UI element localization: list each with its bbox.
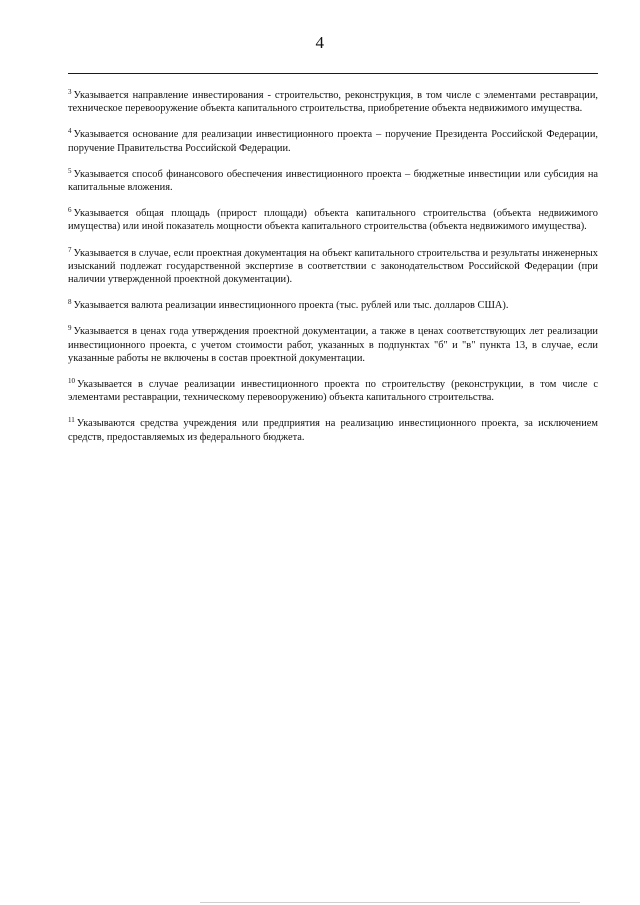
footnote-text: Указывается валюта реализации инвестиционного проекта (тыс. рублей или тыс. долларов США). [73, 300, 509, 312]
footnote-10 [68, 378, 598, 404]
footnote-marker: 3 [68, 88, 72, 96]
footnotes-list [68, 89, 598, 457]
footnote-11 [68, 417, 598, 443]
footnote-marker: 10 [68, 377, 75, 386]
footnote-marker: 7 [68, 245, 72, 254]
footnote-marker: 5 [68, 166, 72, 175]
footnote-marker: 4 [68, 127, 72, 136]
footnote-marker: 9 [68, 324, 72, 333]
scan-bottom-edge [200, 902, 580, 903]
footnote-text: Указывается направление инвестирования - строительство, реконструкция, в том числе с элементами реставрации, техническое перевооружение объекта капитального строительства, приобретение объекта недвижимого имущества. [68, 90, 598, 115]
footnote-5 [68, 168, 598, 194]
footnote-9 [68, 325, 598, 365]
footnote-text: Указывается основание для реализации инвестиционного проекта – поручение Президента Российской Федерации, поручение Правительства Российской Федерации. [68, 129, 598, 154]
footnote-6 [68, 207, 598, 233]
footnote-separator-line [68, 73, 598, 74]
footnote-3 [68, 89, 598, 115]
footnote-text: Указываются средства учреждения или предприятия на реализацию инвестиционного проекта, за исключением средств, предоставляемых из федерального бюджета. [68, 418, 598, 443]
footnote-text: Указывается общая площадь (прирост площади) объекта капитального строительства (объекта недвижимого имущества) или иной показатель мощности объекта капитального строительства (объекта недвижимого имущества). [68, 208, 598, 233]
footnote-7 [68, 247, 598, 287]
page-number: 4 [315, 33, 325, 52]
footnote-4 [68, 128, 598, 154]
footnote-marker: 11 [68, 416, 75, 425]
footnote-text: Указывается в случае, если проектная документация на объект капитального строительства и результаты инженерных изысканий подлежат государственной экспертизе в соответствии с законодательством Российской Федерации (при наличии утвержденной проектной документации). [68, 247, 598, 286]
footnote-text: Указывается в случае реализации инвестиционного проекта по строительству (реконструкции, в том числе с элементами реставрации, техническому перевооружению) объекта капитального строительства. [68, 379, 598, 404]
footnote-8 [68, 299, 598, 312]
footnote-marker: 6 [68, 206, 72, 215]
footnote-text: Указывается в ценах года утверждения проектной документации, а также в ценах соответствующих лет реализации инвестиционного проекта, с учетом стоимости работ, указанных в подпунктах "б" и "в" пункта 13, в случае, если указанные работы не включены в состав проектной документации. [68, 326, 598, 364]
footnote-text: Указывается способ финансового обеспечения инвестиционного проекта – бюджетные инвестиции или субсидия на капитальные вложения. [68, 168, 598, 194]
footnote-marker: 8 [68, 298, 72, 307]
